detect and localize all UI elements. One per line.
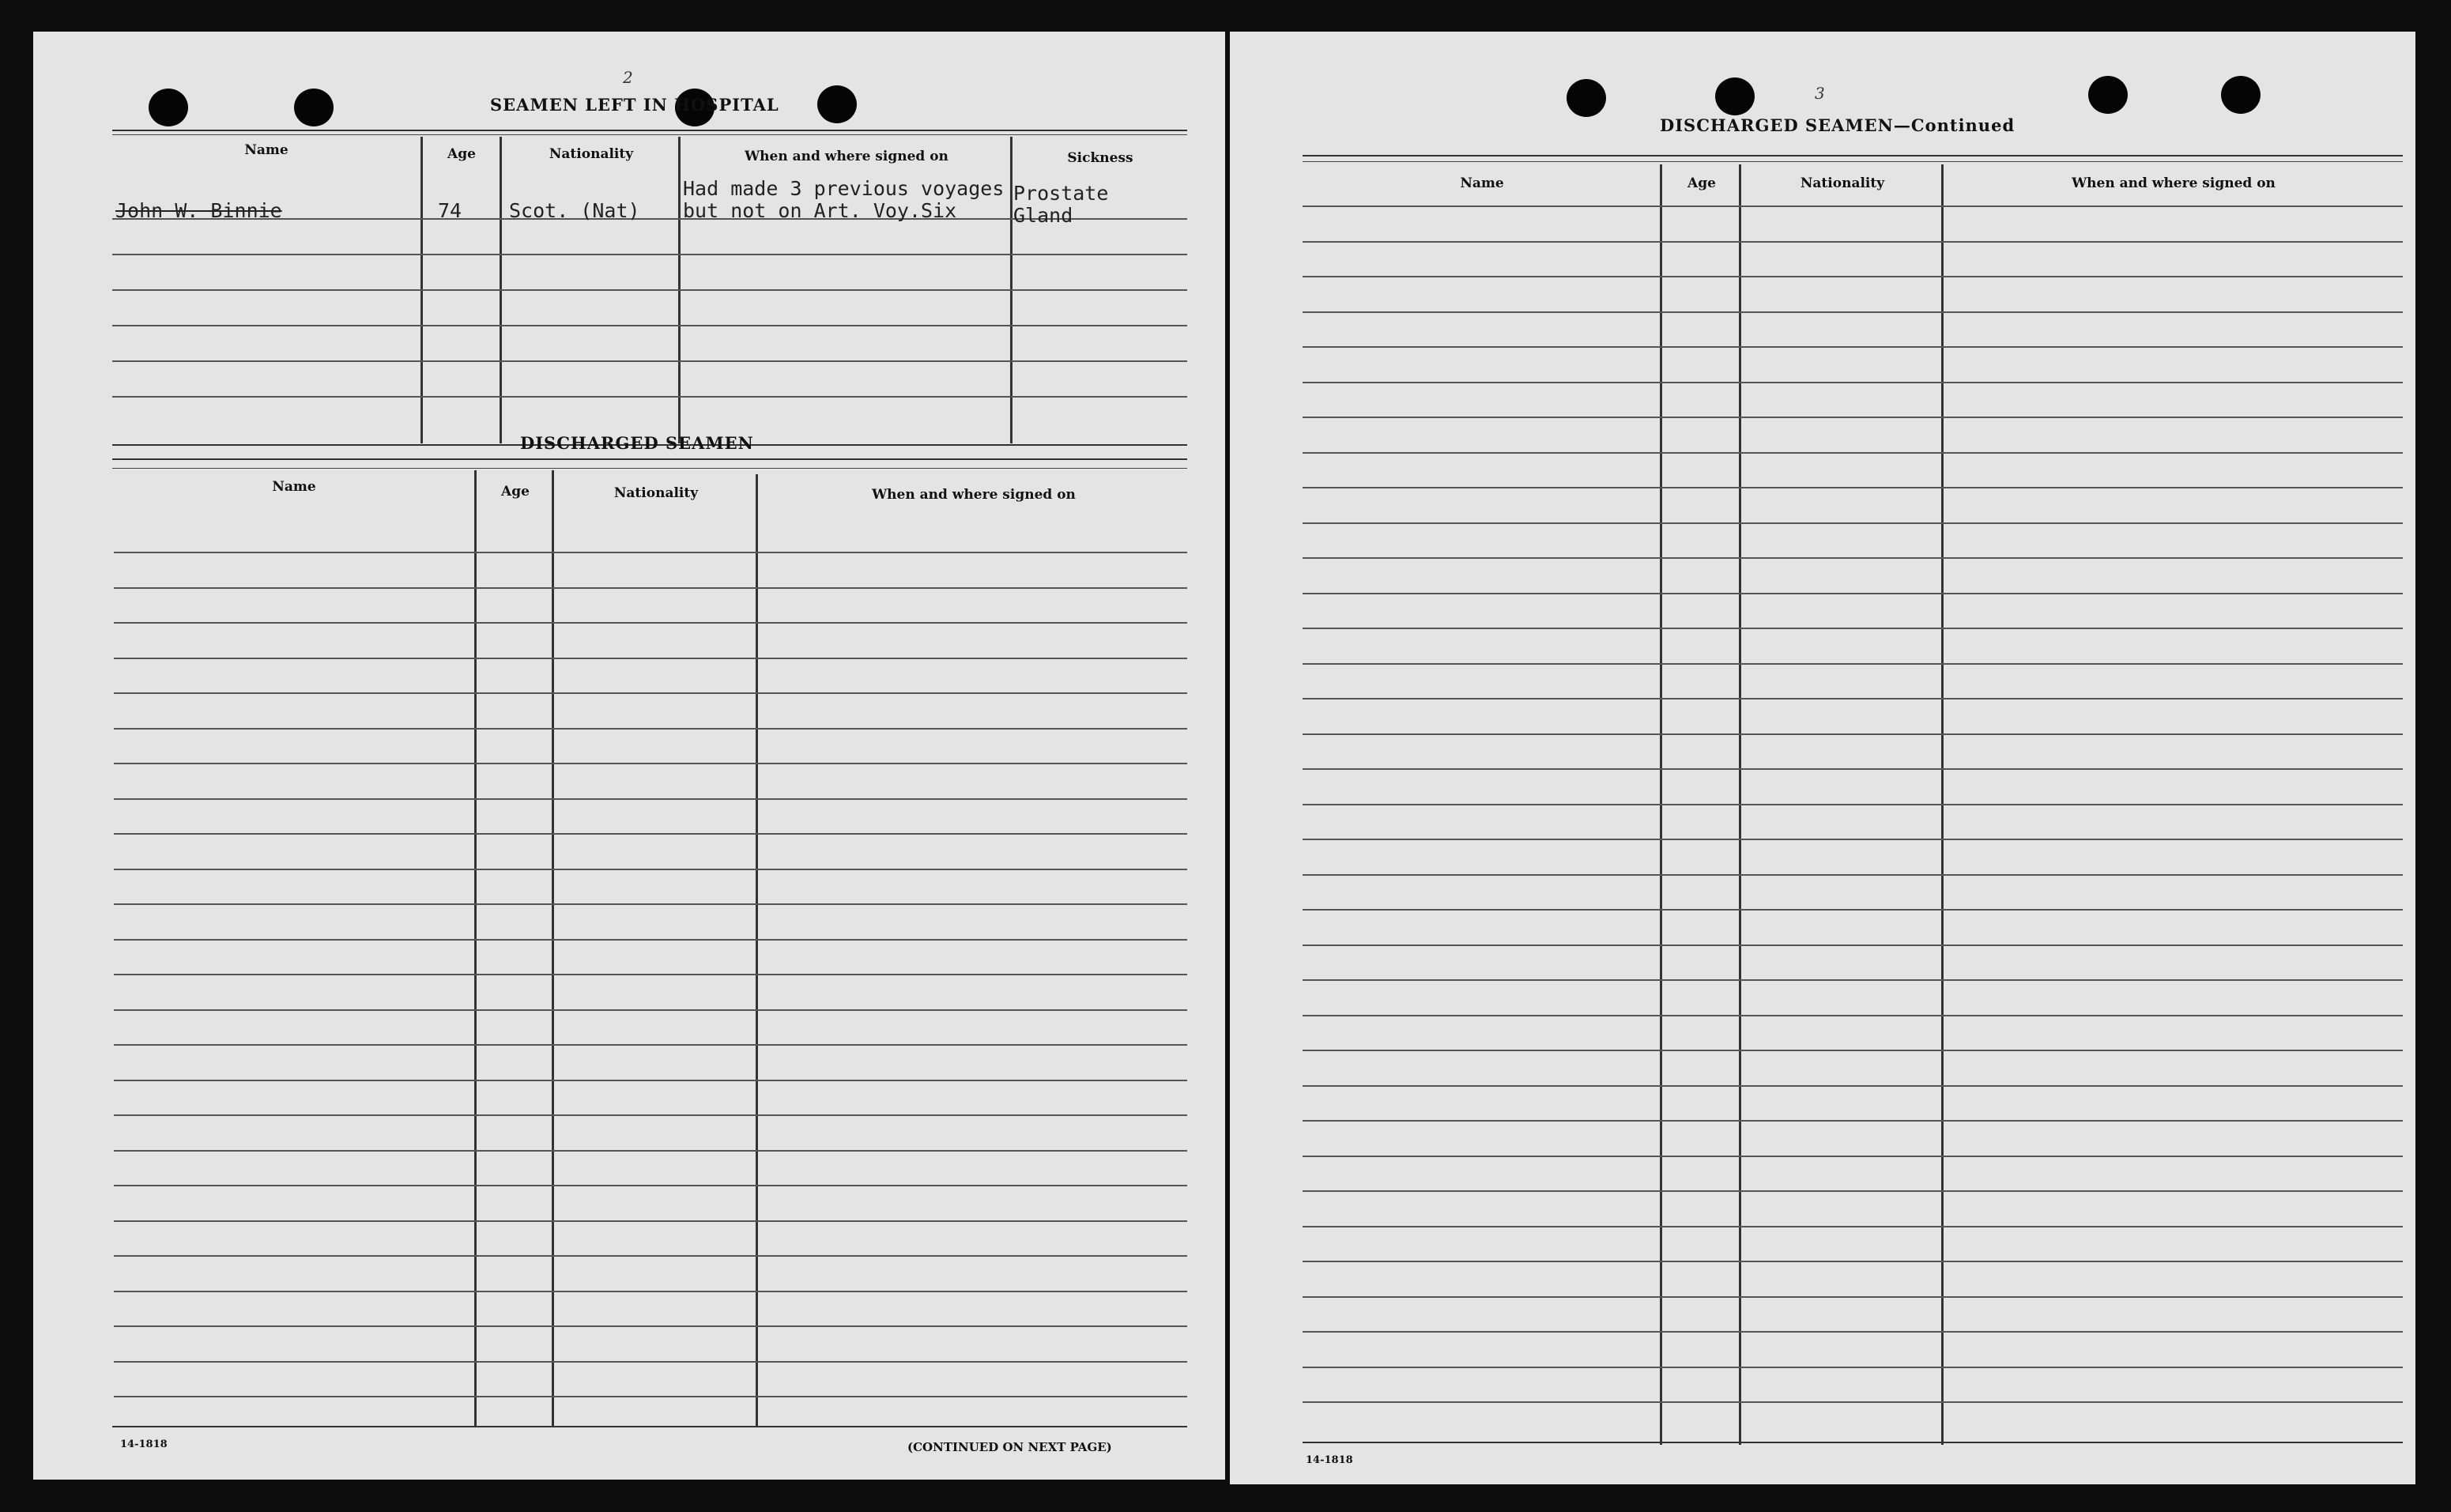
ruled-line (1303, 1190, 2403, 1192)
ruled-line (1303, 311, 2403, 313)
discharged-top-rule (112, 458, 1187, 460)
ruled-line (1303, 909, 2403, 911)
ruled-line (112, 325, 1187, 326)
ruled-line (112, 360, 1187, 362)
ruled-line (1303, 276, 2403, 277)
punch-hole (2221, 76, 2261, 114)
bottom-rule (1303, 1442, 2403, 1443)
ruled-line (114, 552, 1187, 553)
ruled-line (114, 1220, 1187, 1222)
punch-hole (2088, 76, 2128, 114)
ruled-line (1303, 557, 2403, 559)
column-header-name: Name (244, 142, 288, 158)
ruled-line (1303, 1331, 2403, 1333)
ruled-line (1303, 1261, 2403, 1262)
ruled-line (114, 1114, 1187, 1116)
ruled-line (114, 833, 1187, 835)
bottom-rule (112, 1426, 1187, 1427)
ruled-line (114, 939, 1187, 941)
ruled-line (114, 1044, 1187, 1046)
punch-hole (149, 89, 188, 126)
column-divider (756, 474, 758, 1427)
ruled-line (114, 692, 1187, 694)
column-header-signed-on: When and where signed on (2072, 175, 2276, 191)
left-page (33, 32, 1225, 1480)
top-rule (1303, 155, 2403, 156)
punch-hole (1715, 77, 1755, 115)
column-header-age: Age (447, 146, 476, 162)
ruled-line (114, 1150, 1187, 1152)
page-number: 2 (623, 68, 633, 87)
ruled-line (1303, 522, 2403, 524)
ruled-line (1303, 1401, 2403, 1403)
ruled-line (1303, 979, 2403, 981)
ruled-line (114, 869, 1187, 870)
ruled-line (114, 622, 1187, 624)
form-number: 14-1818 (120, 1438, 168, 1450)
seaman-name: John W. Binnie (115, 199, 282, 222)
column-divider (474, 470, 477, 1427)
ruled-line (1303, 1120, 2403, 1122)
ruled-line (1303, 1226, 2403, 1227)
ruled-line (1303, 628, 2403, 629)
column-divider (552, 470, 554, 1427)
form-number: 14-1818 (1306, 1454, 1353, 1466)
signed-on-line-1: Had made 3 previous voyages (683, 177, 1005, 200)
ruled-line (114, 1396, 1187, 1397)
page-number: 3 (1815, 84, 1825, 103)
column-header-sickness: Sickness (1067, 150, 1133, 166)
seaman-nationality: Scot. (Nat) (509, 199, 640, 222)
seaman-age: 74 (438, 199, 462, 222)
ruled-line (114, 1325, 1187, 1327)
ruled-line (1303, 945, 2403, 946)
ruled-line (114, 1291, 1187, 1292)
ruled-line (114, 974, 1187, 975)
ruled-line (1303, 768, 2403, 770)
ruled-line (1303, 452, 2403, 454)
ruled-line (1303, 205, 2403, 207)
ruled-line (114, 1009, 1187, 1011)
sickness-line-1: Prostate (1013, 182, 1109, 205)
top-rule (112, 130, 1187, 131)
ruled-line (1303, 417, 2403, 418)
ruled-line (114, 1185, 1187, 1186)
ruled-line (112, 289, 1187, 291)
ruled-line (114, 587, 1187, 589)
ruled-line (112, 396, 1187, 398)
discharged-continued-title: DISCHARGED SEAMEN—Continued (1660, 115, 2015, 135)
ruled-line (1303, 663, 2403, 665)
discharged-top-rule-thin (112, 468, 1187, 469)
discharged-section-title: DISCHARGED SEAMEN (520, 433, 754, 453)
column-header-nationality: Nationality (549, 146, 634, 162)
ruled-line (1303, 1015, 2403, 1016)
column-header-age: Age (1687, 175, 1716, 191)
ruled-line (1303, 733, 2403, 735)
ruled-line (114, 1361, 1187, 1363)
ruled-line (1303, 346, 2403, 348)
punch-hole (294, 89, 334, 126)
ruled-line (112, 254, 1187, 255)
ruled-line (114, 658, 1187, 659)
column-header-signed-on: When and where signed on (872, 487, 1076, 503)
ruled-line (1303, 593, 2403, 594)
punch-hole (1567, 79, 1606, 117)
column-header-nationality: Nationality (1800, 175, 1885, 191)
column-header-name: Name (272, 479, 316, 495)
ruled-line (114, 798, 1187, 800)
ruled-line (114, 1080, 1187, 1081)
column-header-nationality: Nationality (613, 485, 699, 501)
ruled-line (1303, 1156, 2403, 1157)
column-header-signed-on: When and where signed on (745, 149, 948, 164)
continued-note: (CONTINUED ON NEXT PAGE) (907, 1440, 1112, 1454)
ruled-line (114, 728, 1187, 730)
ruled-line (1303, 1050, 2403, 1051)
top-rule-thin (112, 134, 1187, 135)
ruled-line (114, 763, 1187, 764)
ruled-line (1303, 874, 2403, 876)
ruled-line (1303, 241, 2403, 243)
hospital-section-title: SEAMEN LEFT IN HOSPITAL (490, 95, 779, 115)
ruled-line (1303, 804, 2403, 805)
punch-hole (817, 85, 857, 123)
signed-on-line-2: but not on Art. Voy.Six (683, 199, 957, 222)
right-page (1230, 32, 2415, 1484)
ruled-line (114, 903, 1187, 905)
column-header-name: Name (1460, 175, 1504, 191)
ruled-line (1303, 839, 2403, 840)
ruled-line (114, 1255, 1187, 1257)
sickness-line-2: Gland (1013, 204, 1073, 227)
ruled-line (1303, 698, 2403, 699)
top-rule-thin (1303, 161, 2403, 162)
ruled-line (1303, 1296, 2403, 1298)
ruled-line (1303, 1367, 2403, 1368)
ruled-line (1303, 382, 2403, 383)
ruled-line (1303, 487, 2403, 488)
column-header-age: Age (501, 484, 530, 500)
ruled-line (1303, 1085, 2403, 1087)
